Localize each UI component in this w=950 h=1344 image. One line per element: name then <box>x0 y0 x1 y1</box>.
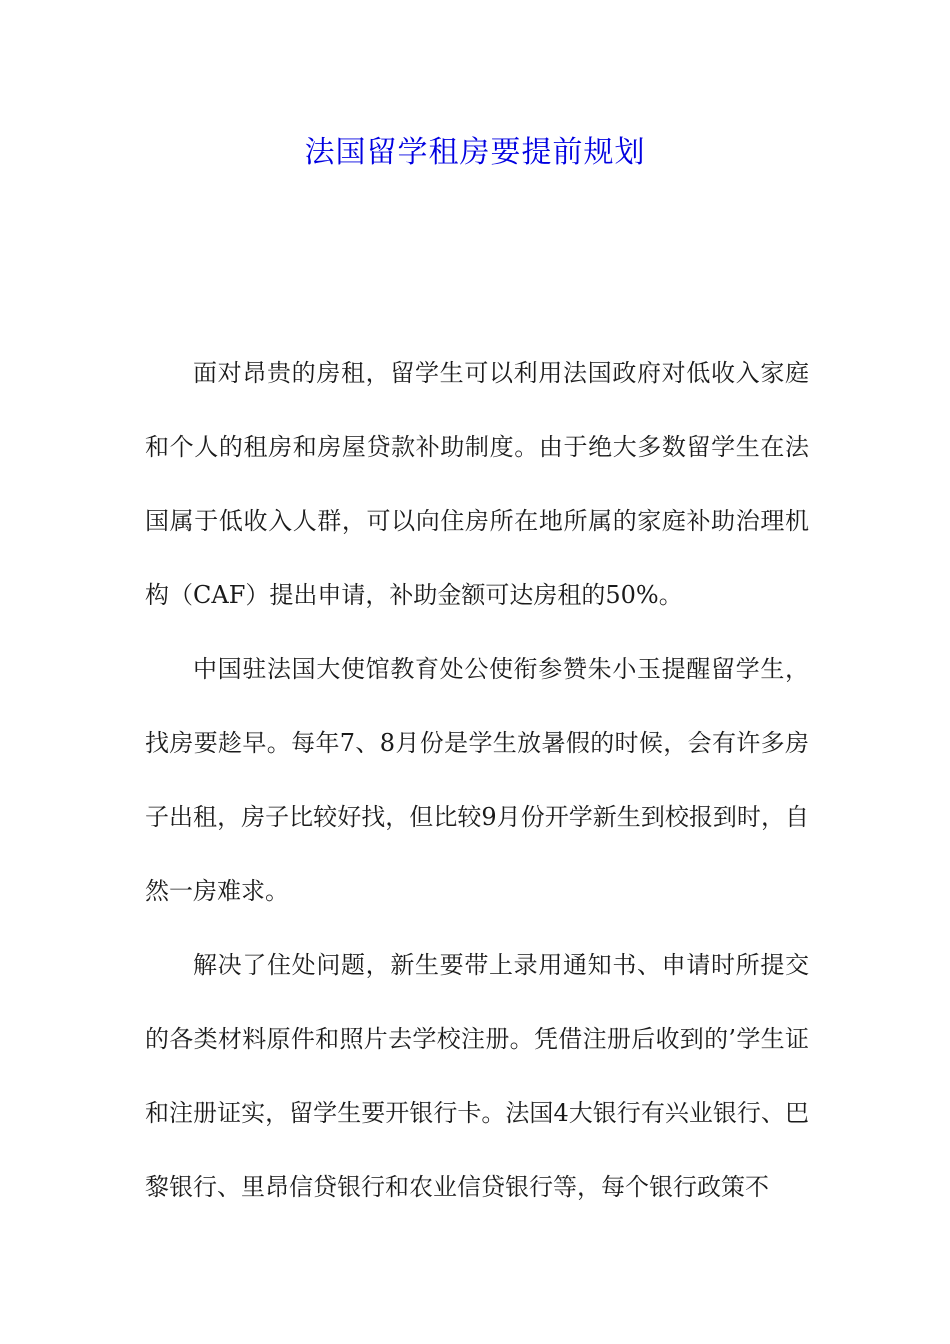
document-title: 法国留学租房要提前规划 <box>304 135 646 170</box>
paragraph-housing-subsidy: 面对昂贵的房租，留学生可以利用法国政府对低收入家庭和个人的租房和房屋贷款补助制度。由于绝大多数留学生在法国属于低收入人群，可以向住房所在地所属的家庭补助治理机构（CAF）提出申请，补助金额可达房租的50%。 <box>145 359 809 609</box>
document-body <box>145 336 809 1224</box>
paragraph-registration-banking: 解决了住处问题，新生要带上录用通知书、申请时所提交的各类材料原件和照片去学校注册。凭借注册后收到的’学生证和注册证实，留学生要开银行卡。法国4大银行有兴业银行、巴黎银行、里昂信贷银行和农业信贷银行等，每个银行政策不 <box>145 951 809 1201</box>
paragraph-find-housing-early: 中国驻法国大使馆教育处公使衔参赞朱小玉提醒留学生，找房要趁早。每年7、8月份是学生放暑假的时候，会有许多房子出租，房子比较好找，但比较9月份开学新生到校报到时，自然一房难求。 <box>145 655 809 905</box>
